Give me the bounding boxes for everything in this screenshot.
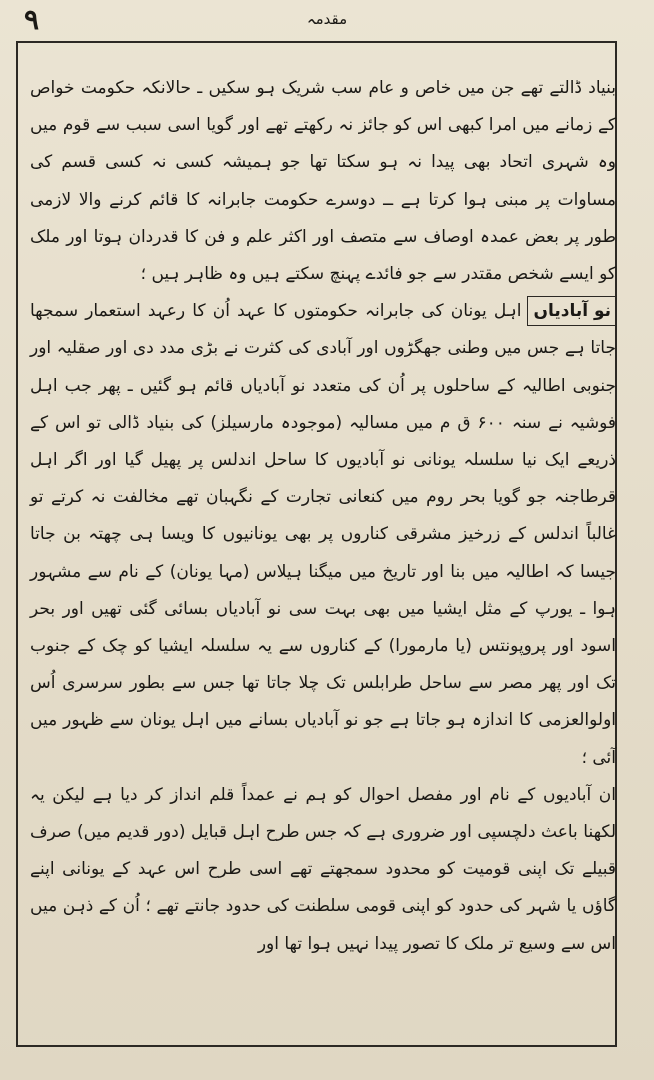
- paragraph-3: ان آبادیوں کے نام اور مفصل احوال کو ہم نے عمداً قلم انداز کر دیا ہے لیکن یہ لکھنا باعث دلچسپی اور ضروری ہے کہ جس طرح اہل قبایل (دور قدیم میں) صرف قبیلے تک اپنی قومیت کو محدود سمجھتے تھے اسی طرح اس عہد کے یونانی اپنے گاؤں یا شہر کی حدود کو اپنی قومی سلطنت کی حدود جانتے تھے ؛ اُن کے ذہن میں اس سے وسیع تر ملک کا تصور پیدا نہیں ہوا تھا اور: [30, 784, 616, 954]
- paragraph-2: [30, 293, 616, 777]
- body-text: [30, 70, 616, 963]
- running-head: مقدمہ: [306, 10, 348, 28]
- paragraph-1: بنیاد ڈالتے تھے جن میں خاص و عام سب شریک ہو سکیں ـ حالانکہ حکومت خواص کے زمانے میں امرا کبھی اس کو جائز نہ رکھتے تھے اور گویا اسی سبب سے قوم میں وہ شہری اتحاد بھی پیدا نہ ہو سکتا تھا جو ہمیشہ کسی نہ کسی قسم کی مساوات پر مبنی ہوا کرتا ہے ــ دوسرے حکومت جابرانہ کا قائم کرنے والا لازمی طور پر بعض عمدہ اوصاف سے متصف اور اکثر علم و فن کا قدردان ہوتا اور ملک کو ایسے شخص مقتدر سے جو فائدے پہنچ سکتے ہیں وہ ظاہر ہیں ؛: [30, 78, 616, 285]
- page-number: ۹: [24, 3, 40, 36]
- side-heading: نو آبادیاں: [527, 296, 616, 326]
- paragraph-2-text: اہل یونان کی جابرانہ حکومتوں کا عہد اُن کا رعہد استعمار سمجھا جاتا ہے جس میں وطنی جھگڑوں اور آبادی کی کثرت نے بڑی مدد دی اور صقلیہ اور جنوبی اطالیہ کے ساحلوں پر اُن کی متعدد نو آبادیاں قائم ہو گئیں ـ پھر جب اہل فوشیہ نے سنہ ۶۰۰ ق م میں مسالیہ (موجودہ مارسیلز) کی بنیاد ڈالی تو اس کے ذریعے ایک نیا سلسلہ یونانی نو آبادیوں کا ساحل اندلس پر پھیل گیا اور اگر اہل قرطاجنہ جو گویا بحر روم میں کنعانی تجارت کے نگہبان تھے مخالفت نہ کرتے تو غالباً اندلس کے زرخیز مشرقی کناروں پر بھی یونانیوں کا ویسا ہی چھتہ بن جاتا جیسا کہ اطالیہ میں بنا اور تاریخ میں میگنا ہیلاس (مہا یونان) کے نام سے مشہور ہوا ـ یورپ کے مثل ایشیا میں بھی بہت سی نو آبادیاں بسائی گئی تھیں اور بحر اسود اور پروپونتس (یا مارمورا) کے کناروں سے یہ سلسلہ ایشیا کو چک کے جنوب تک اور پھر مصر سے ساحل طرابلس تک چلا جاتا تھا جس سے بطور سرسری اُس اولوالعزمی کا اندازہ ہو جاتا ہے جو نو آبادیاں بسانے میں اہل یونان سے ظہور میں آئی ؛: [30, 301, 616, 768]
